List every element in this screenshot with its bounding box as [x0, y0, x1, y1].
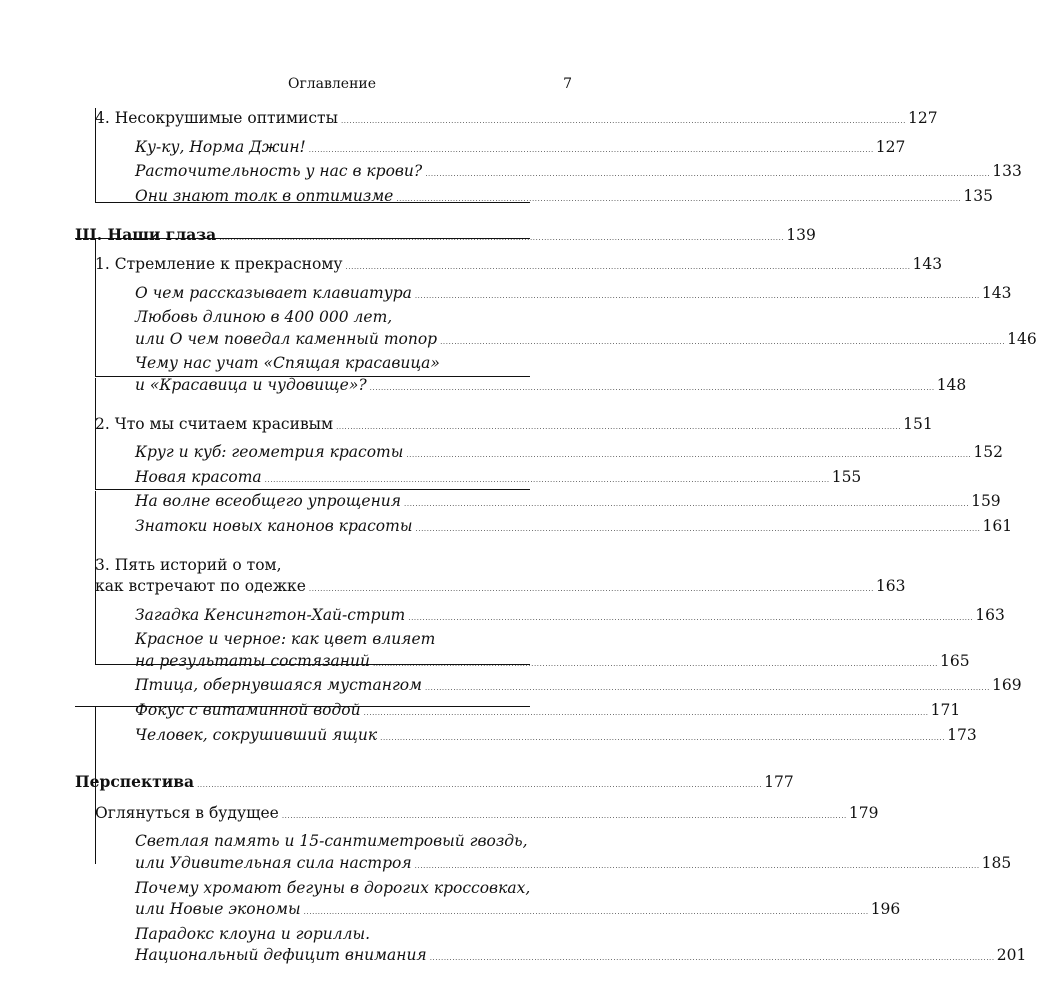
- toc-entry-page: 151: [903, 414, 933, 433]
- toc-entry[interactable]: [75, 442, 1003, 467]
- running-header-title: Оглавление: [287, 76, 377, 92]
- toc-leader-dots: ........................................................................................................................................................................................................: [303, 908, 869, 917]
- toc-entry-title: Фокус с витаминной водой: [135, 701, 361, 720]
- toc-leader-dots: ........................................................................................................................................................................................................: [369, 383, 935, 392]
- page-number: 7: [563, 76, 572, 92]
- toc-entry-title: 4. Несокрушимые оптимисты: [95, 109, 338, 127]
- toc-entry-title-line1: Почему хромают бегуны в дорогих кроссовках,: [135, 878, 531, 897]
- toc-entry-page: 177: [764, 773, 794, 792]
- toc-entry-title: как встречают по одежке: [95, 577, 306, 596]
- toc-leader-dots: ........................................................................................................................................................................................................: [308, 145, 874, 154]
- toc-entry-page: 143: [981, 283, 1012, 302]
- toc-entry-page: 152: [973, 443, 1003, 462]
- toc-entry[interactable]: [75, 675, 1022, 700]
- toc-entry-title: III. Наши глаза: [75, 225, 217, 245]
- toc-entry-page: 143: [912, 254, 943, 273]
- toc-leader-dots: ........................................................................................................................................................................................................: [408, 613, 974, 622]
- toc-entry-title: На волне всеобщего упрощения: [135, 492, 402, 511]
- toc-leader-dots: ........................................................................................................................................................................................................: [363, 709, 929, 718]
- toc-entry-page: 155: [831, 467, 862, 486]
- toc-leader-dots: ........................................................................................................................................................................................................: [425, 170, 991, 179]
- toc-entry[interactable]: [75, 803, 879, 828]
- toc-entry-title: Они знают толк в оптимизме: [135, 186, 394, 205]
- toc-leader-dots: ........................................................................................................................................................................................................: [404, 500, 970, 509]
- toc-leader-dots: ........................................................................................................................................................................................................: [380, 733, 946, 742]
- toc-entry-title: 2. Что мы считаем красивым: [95, 414, 334, 433]
- toc-part-entry[interactable]: [75, 224, 816, 250]
- toc-entry-title: или Новые экономы: [135, 900, 301, 919]
- toc-entry[interactable]: [75, 924, 1027, 970]
- toc-leader-dots: ........................................................................................................................................................................................................: [406, 451, 972, 460]
- toc-leader-dots: ........................................................................................................................................................................................................: [424, 684, 990, 693]
- toc-leader-dots: ........................................................................................................................................................................................................: [197, 781, 763, 790]
- toc-leader-dots: ........................................................................................................................................................................................................: [340, 117, 906, 125]
- toc-entry-title: Птица, обернувшаяся мустангом: [135, 676, 422, 695]
- toc-entry-page: 127: [907, 109, 938, 127]
- toc-entry-title: или О чем поведал каменный топор: [135, 329, 438, 348]
- toc-leader-dots: ........................................................................................................................................................................................................: [415, 524, 981, 533]
- toc-entry[interactable]: [75, 516, 1013, 541]
- toc-entry[interactable]: [75, 186, 993, 211]
- toc-leader-dots: ........................................................................................................................................................................................................: [414, 291, 980, 300]
- toc-entry-page: 135: [963, 186, 993, 205]
- toc-entry-title-line1: 3. Пять историй о том,: [95, 555, 282, 574]
- toc-leader-dots: ........................................................................................................................................................................................................: [414, 862, 980, 871]
- toc-entry-page: 169: [992, 676, 1022, 695]
- toc-entry[interactable]: [75, 831, 1012, 877]
- toc-entry-page: 139: [786, 226, 816, 245]
- toc-entry-title: Перспектива: [75, 772, 195, 792]
- toc-entry-title: на результаты состязаний: [135, 651, 370, 670]
- toc-entry-title: Знатоки новых канонов красоты: [135, 516, 413, 535]
- table-of-contents: [75, 108, 1037, 965]
- toc-entry-page: 163: [875, 577, 906, 596]
- toc-entry-title: Новая красота: [135, 467, 262, 486]
- toc-entry-title-line1: Красное и черное: как цвет влияет: [135, 630, 436, 649]
- toc-entry-title-line1: Светлая память и 15-сантиметровый гвоздь,: [135, 832, 528, 851]
- toc-entry-page: 127: [875, 137, 906, 156]
- toc-entry[interactable]: [75, 700, 961, 725]
- toc-entry-title-line1: Парадокс клоуна и гориллы.: [135, 924, 371, 943]
- toc-leader-dots: ........................................................................................................................................................................................................: [429, 954, 995, 963]
- toc-leader-dots: ........................................................................................................................................................................................................: [308, 585, 874, 594]
- toc-leader-dots: ........................................................................................................................................................................................................: [396, 194, 962, 203]
- toc-entry-title-line1: Любовь длиною в 400 000 лет,: [135, 308, 393, 327]
- toc-entry-title: или Удивительная сила настроя: [135, 854, 412, 873]
- toc-entry[interactable]: [75, 629, 970, 675]
- toc-entry[interactable]: [75, 108, 938, 133]
- toc-entry-page: 148: [936, 375, 967, 394]
- toc-entry[interactable]: [75, 555, 906, 601]
- toc-entry[interactable]: [75, 878, 901, 924]
- toc-entry-page: 146: [1007, 329, 1037, 348]
- toc-entry[interactable]: [75, 414, 933, 439]
- toc-entry-page: 179: [848, 803, 879, 822]
- toc-entry-page: 161: [982, 516, 1013, 535]
- toc-entry-page: 171: [930, 701, 961, 720]
- toc-leader-dots: ........................................................................................................................................................................................................: [281, 811, 847, 820]
- toc-entry[interactable]: [75, 725, 977, 750]
- toc-leader-dots: ........................................................................................................................................................................................................: [264, 475, 830, 484]
- toc-leader-dots: ........................................................................................................................................................................................................: [345, 262, 911, 271]
- toc-entry-title: Человек, сокрушивший ящик: [135, 725, 378, 744]
- toc-entry-page: 173: [947, 725, 977, 744]
- toc-entry-title: Расточительность у нас в крови?: [135, 162, 423, 181]
- toc-leader-dots: ........................................................................................................................................................................................................: [336, 422, 902, 431]
- toc-entry-title-line1: Чему нас учат «Спящая красавица»: [135, 354, 440, 373]
- toc-entry-page: 185: [981, 854, 1012, 873]
- toc-entry[interactable]: [75, 161, 1022, 186]
- toc-leader-dots: ........................................................................................................................................................................................................: [440, 337, 1006, 346]
- toc-part-entry[interactable]: [75, 771, 794, 797]
- toc-entry[interactable]: [75, 353, 967, 399]
- toc-entry-page: 159: [971, 492, 1001, 511]
- toc-entry[interactable]: [75, 605, 1005, 630]
- toc-entry-title: Оглянуться в будущее: [95, 803, 279, 822]
- toc-entry-page: 196: [870, 900, 901, 919]
- toc-leader-dots: ........................................................................................................................................................................................................: [372, 659, 938, 668]
- toc-entry-page: 133: [992, 162, 1022, 181]
- toc-entry-page: 163: [975, 605, 1005, 624]
- toc-entry-page: 165: [939, 651, 970, 670]
- toc-entry[interactable]: [75, 283, 1012, 308]
- toc-entry-title: Национальный дефицит внимания: [135, 946, 427, 965]
- toc-entry-title: 1. Стремление к прекрасному: [95, 254, 343, 273]
- toc-entry-page: 201: [996, 946, 1027, 965]
- toc-entry-title: и «Красавица и чудовище»?: [135, 375, 367, 394]
- toc-entry-title: Круг и куб: геометрия красоты: [135, 443, 404, 462]
- toc-entry-title: Ку-ку, Норма Джин!: [135, 137, 306, 156]
- toc-entry[interactable]: [75, 307, 1037, 353]
- toc-entry[interactable]: [75, 254, 943, 279]
- toc-entry[interactable]: [75, 467, 862, 492]
- toc-entry-title: Загадка Кенсингтон-Хай-стрит: [135, 605, 406, 624]
- toc-entry-title: О чем рассказывает клавиатура: [135, 283, 412, 302]
- toc-entry[interactable]: [75, 491, 1001, 516]
- toc-leader-dots: ........................................................................................................................................................................................................: [219, 234, 785, 243]
- toc-entry[interactable]: [75, 137, 906, 162]
